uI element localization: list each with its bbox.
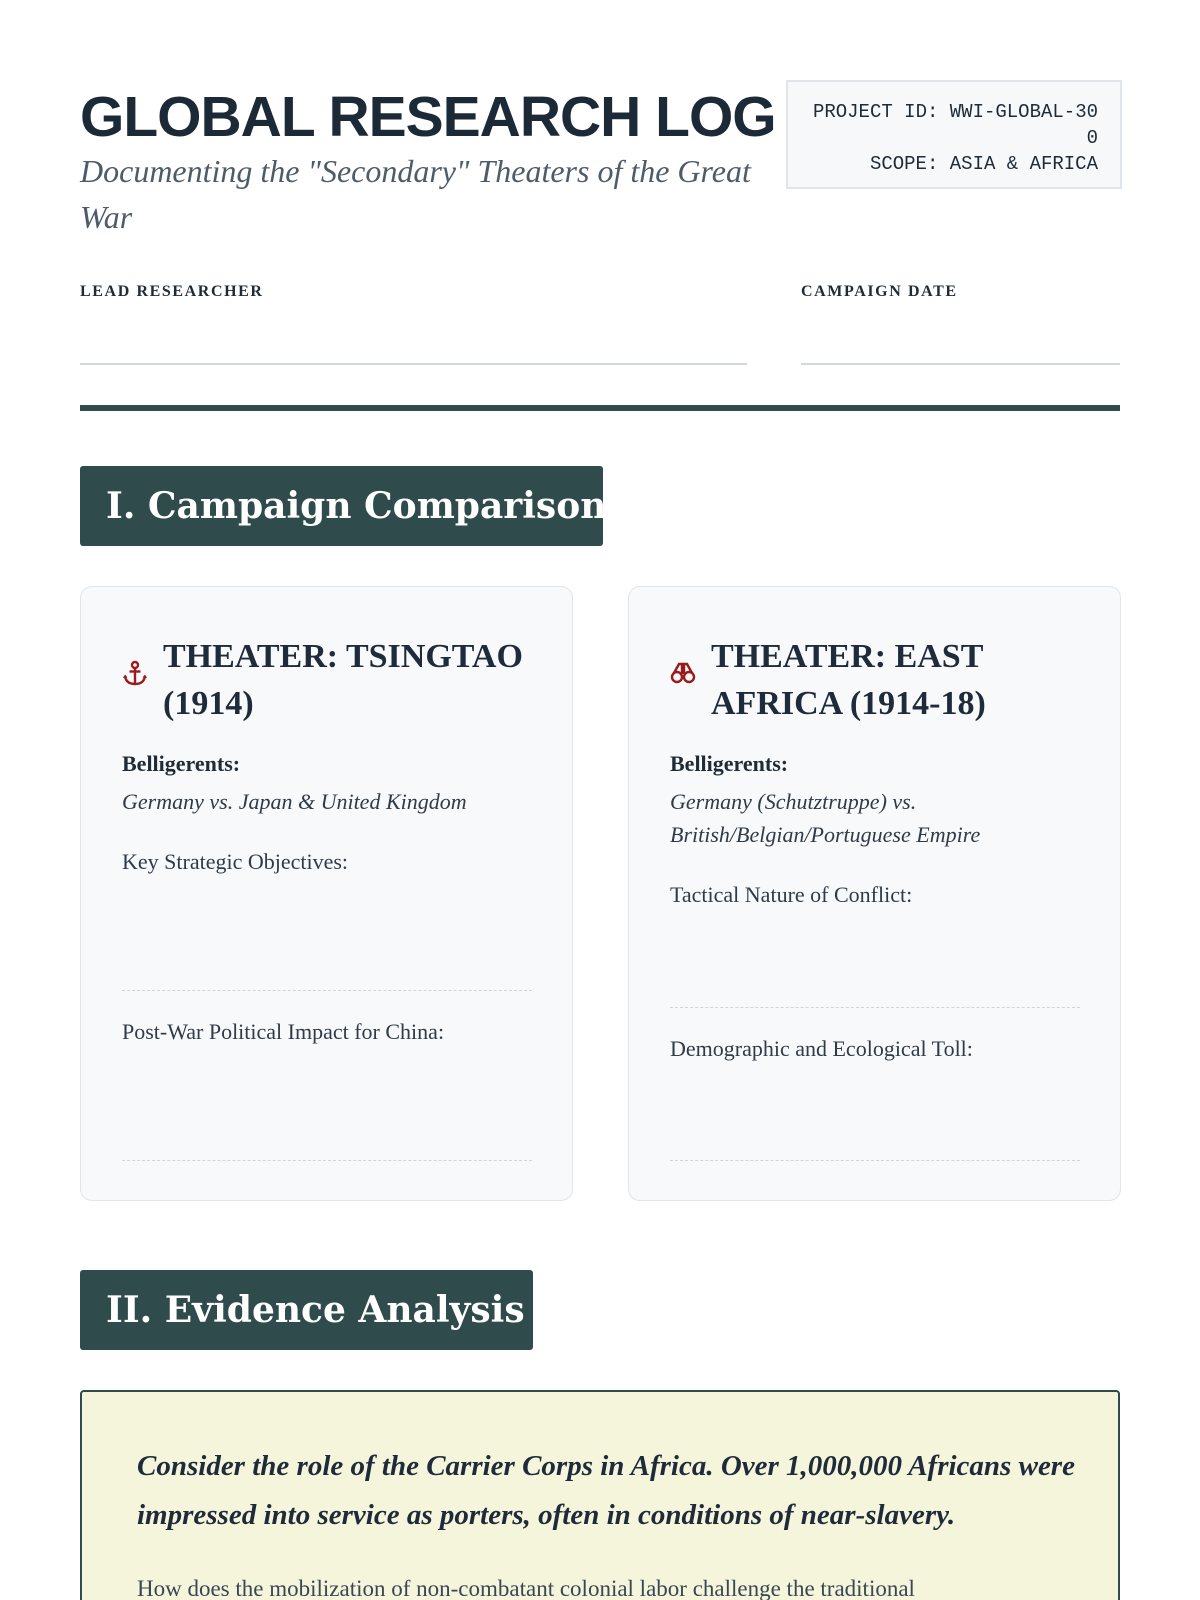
answer-line[interactable]	[670, 1160, 1080, 1161]
campaign-date-label: CAMPAIGN DATE	[801, 283, 958, 300]
binoculars-icon	[669, 659, 697, 687]
section-header-comparison: I. Campaign Comparison	[80, 466, 603, 546]
belligerents-label: Belligerents:	[670, 751, 789, 776]
evidence-question: How does the mobilization of non-combatant colonial labor challenge the traditional	[137, 1576, 915, 1600]
theater-title: THEATER: EAST AFRICA (1914-18)	[711, 638, 986, 722]
researcher-field[interactable]	[80, 363, 747, 365]
prompt-strategic-objectives: Key Strategic Objectives:	[122, 849, 349, 874]
worksheet-page	[80, 0, 1120, 1600]
page-title: GLOBAL RESEARCH LOG	[80, 85, 776, 149]
prompt-demographic-toll: Demographic and Ecological Toll:	[670, 1036, 973, 1061]
prompt-political-impact: Post-War Political Impact for China:	[122, 1019, 445, 1044]
campaign-date-field[interactable]	[801, 363, 1120, 365]
header-divider	[80, 405, 1120, 411]
evidence-box	[80, 1390, 1120, 1600]
theater-title: THEATER: TSINGTAO (1914)	[163, 638, 523, 722]
anchor-icon	[121, 659, 149, 687]
prompt-tactical-nature: Tactical Nature of Conflict:	[670, 882, 913, 907]
section-header-evidence: II. Evidence Analysis	[80, 1270, 533, 1350]
project-scope: SCOPE: ASIA & AFRICA	[869, 153, 1098, 175]
theater-card-tsingtao	[80, 586, 573, 1201]
belligerents-label: Belligerents:	[122, 751, 241, 776]
belligerents-value: Germany (Schutztruppe) vs. British/Belgian/Portuguese Empire	[670, 789, 981, 847]
project-id: PROJECT ID: WWI-GLOBAL-300	[812, 101, 1098, 149]
evidence-quote: Consider the role of the Carrier Corps in Africa. Over 1,000,000 Africans were impressed into service as porters, often in conditions of near-slavery.	[137, 1450, 1075, 1531]
theater-card-east-africa	[628, 586, 1121, 1201]
project-info-box	[786, 80, 1122, 189]
answer-line[interactable]	[670, 1007, 1080, 1008]
answer-line[interactable]	[122, 990, 532, 991]
page-subtitle: Documenting the "Secondary" Theaters of the Great War	[80, 153, 751, 235]
answer-line[interactable]	[122, 1160, 532, 1161]
researcher-label: LEAD RESEARCHER	[80, 283, 264, 300]
belligerents-value: Germany vs. Japan & United Kingdom	[122, 789, 467, 814]
